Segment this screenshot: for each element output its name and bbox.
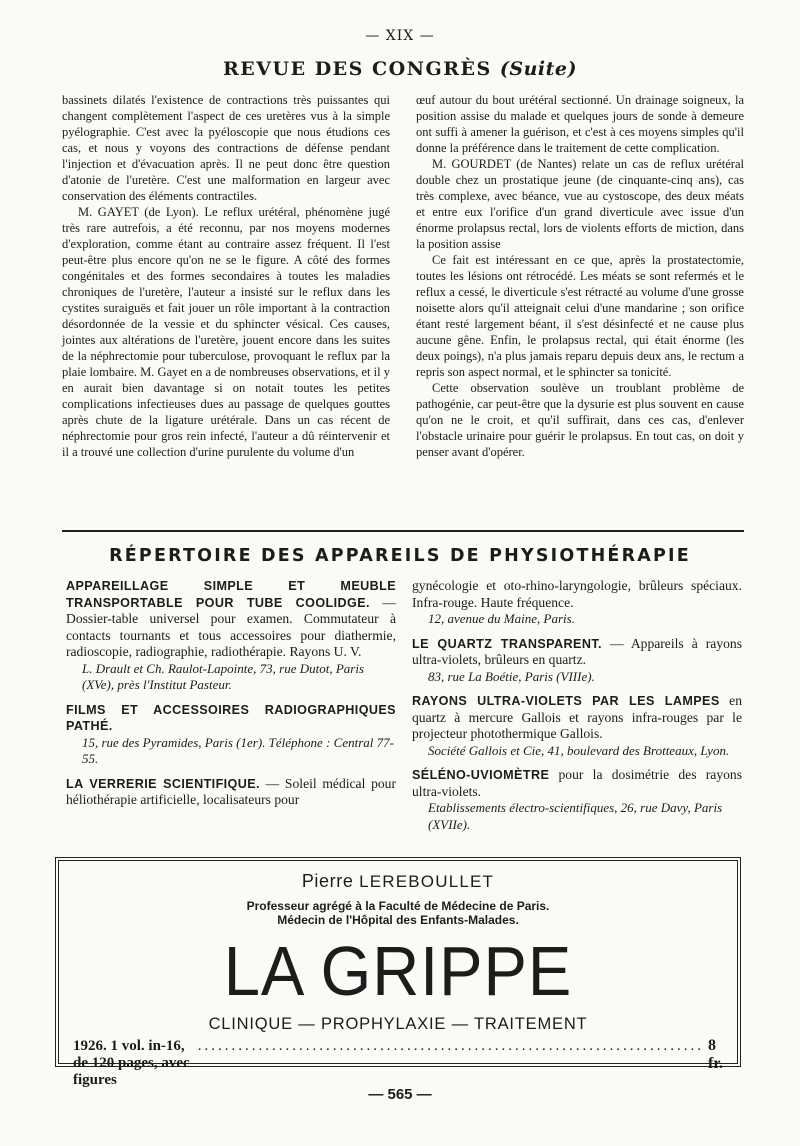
ad-credential: Professeur agrégé à la Faculté de Médecine de Paris.	[246, 899, 550, 913]
entry-address: L. Drault et Ch. Raulot-Lapointe, 73, rue Dutot, Paris (XVe), près l'Institut Pasteur.	[82, 660, 365, 692]
revue-left-column	[62, 92, 390, 520]
ad-author-last: LEREBOULLET	[359, 872, 495, 891]
entry-text: — Soleil médical pour héliothérapie artificielle, localisateurs pour	[66, 775, 396, 807]
section-divider	[62, 530, 744, 532]
revue-title-suffix: (Suite)	[499, 58, 577, 80]
entry-text: en quartz à mercure Gallois et rayons infra-rouges par le projecteur photothermique Gallois.	[412, 693, 742, 741]
revue-paragraph: Ce fait est intéressant en ce que, après la prostatectomie, toutes les lésions ont rétrocédé. Les méats se sont refermés et le reflux a cessé, le diverticule s'est rétracté au volume d'une grosse noisette alors qu'il atteignait celui d'une mandarine ; son orifice étant resté largement béant, il s'est désinfecté et ne cause plus aucune gêne. Enfin, le prolapsus rectal, qui était énorme (les deux poings), n'a plus jamais reparu depuis deux ans, le rectum a repris son aspect normal, et le sphincter sa tonicité.	[416, 253, 744, 379]
repertoire-entry	[412, 693, 742, 759]
repertoire-entry	[66, 702, 396, 768]
entry-address: Etablissements électro-scientifiques, 26, rue Davy, Paris (XVIIe).	[428, 800, 723, 832]
revue-columns	[62, 92, 744, 520]
revue-paragraph: Cette observation soulève un troublant problème de pathogénie, car peut-être que la dysurie est plus souvent en cause qu'on ne le croit, et qu'il suffirait, dans ces cas, d'enlever l'obstacle urinaire pour guérir le prolapsus. En tout cas, on doit y penser avant d'opérer.	[416, 381, 744, 459]
ad-credential: Médecin de l'Hôpital des Enfants-Malades.	[277, 913, 519, 927]
entry-address: Société Gallois et Cie, 41, boulevard des Brotteaux, Lyon.	[428, 742, 730, 758]
entry-text: pour la dosimétrie des rayons ultra-violets.	[412, 767, 742, 799]
repertoire-entry	[412, 636, 742, 686]
repertoire-entry	[412, 578, 742, 628]
repertoire-title: RÉPERTOIRE DES APPAREILS DE PHYSIOTHÉRAPIE	[109, 546, 691, 566]
page-number-bottom: — 565 —	[368, 1086, 432, 1103]
entry-address: 12, avenue du Maine, Paris.	[428, 611, 575, 626]
entry-heading: RAYONS ULTRA-VIOLETS PAR LES LAMPES	[412, 694, 720, 708]
revue-title-text: REVUE DES CONGRÈS	[223, 58, 492, 80]
repertoire-entry	[66, 578, 396, 694]
entry-heading: FILMS ET ACCESSOIRES RADIOGRAPHIQUES PATHÉ.	[66, 702, 396, 733]
ad-publication-line	[73, 1037, 723, 1089]
ad-leader-dots: ...........................................................................	[197, 1038, 705, 1054]
entry-heading: APPAREILLAGE SIMPLE ET MEUBLE TRANSPORTABLE POUR TUBE COOLIDGE.	[66, 579, 396, 610]
entry-text: gynécologie et oto-rhino-laryngologie, brûleurs spéciaux. Infra-rouge. Haute fréquence.	[412, 578, 742, 610]
ad-author-first: Pierre	[301, 871, 354, 891]
repertoire-entry	[66, 776, 396, 809]
repertoire-right-column	[412, 578, 742, 850]
revue-paragraph: M. GOURDET (de Nantes) relate un cas de reflux urétéral double chez un prostatique jeune (de cinquante-cinq ans), cas très complexe, avec béance, vue au cystoscope, des deux méats et entre eux l'orifice d'un grand diverticule avec issue d'un énorme prolapsus rectal, lors de violents efforts de miction, dans la position assise	[416, 157, 744, 251]
entry-heading: SÉLÉNO-UVIOMÈTRE	[412, 768, 550, 782]
entry-text: — Dossier-table universel pour examen. Commutateur à contacts tournants et tous accessoires pour diathermie, radioscopie, radiographie, radiothérapie. Rayons U. V.	[66, 594, 396, 659]
repertoire-columns	[66, 578, 742, 850]
revue-section-title	[0, 58, 800, 80]
ad-price: 8 fr.	[708, 1037, 723, 1072]
page-number-top: — XIX —	[365, 28, 435, 44]
ad-author	[59, 871, 737, 892]
entry-text: — Appareils à rayons ultra-violets, brûleurs en quartz.	[412, 635, 742, 667]
entry-heading: LE QUARTZ TRANSPARENT.	[412, 636, 602, 651]
repertoire-left-column	[66, 578, 396, 850]
revue-paragraph: œuf autour du bout urétéral sectionné. Un drainage soigneux, la position assise du malade et quelques jours de sonde à demeure ont suffi à amener la guérison, et c'est à ces moyens simples qu'il donne la préférence dans le traitement de cette complication.	[416, 93, 744, 155]
entry-heading: LA VERRERIE SCIENTIFIQUE.	[66, 776, 260, 791]
entry-address: 15, rue des Pyramides, Paris (1er). Téléphone : Central 77-55.	[82, 734, 394, 766]
ad-book-title: LA GRIPPE	[223, 932, 573, 1010]
ad-publication: 1926. 1 vol. in-16, de 120 pages, avec figures	[73, 1038, 190, 1088]
repertoire-entry	[412, 767, 742, 833]
revue-paragraph: bassinets dilatés l'existence de contractions très puissantes qui changent complètement l'aspect de ces uretères vus à la simple pyélographie. C'est avec la pyéloscopie que nous étudions ces cas, et nous y voyons des contractions de défense pendant l'injection et d'évacuation après. Il ne peut donc être question d'atonie de l'uretère. C'est une malformation en largeur avec conservation des éléments contractiles.	[62, 93, 390, 203]
ad-subtitle: CLINIQUE — PROPHYLAXIE — TRAITEMENT	[208, 1015, 588, 1033]
entry-address: 83, rue La Boétie, Paris (VIIIe).	[428, 668, 595, 684]
revue-paragraph: M. GAYET (de Lyon). Le reflux urétéral, phénomène jugé très rare autrefois, a été reconnu, par nos moyens modernes d'exploration, comme étant au contraire assez fréquent. Il l'est peut-être plus encore qu'on ne se le figure. A côté des formes congénitales et des formes secondaires à toutes les maladies chroniques de l'uretère, l'auteur a insisté sur le reflux dans les cystites suraiguës et fait jouer un rôle important à la contraction désordonnée de la vessie et du sphincter vésical. Ces causes, jointes aux altérations de l'uretère, jouent encore dans les suites de la néphrectomie pour tuberculose, provoquant le reflux par la plaie lombaire. M. Gayet en a de nombreuses observations, et il y en aurait bien davantage si on notait toutes les petites complications infectieuses dues au passage de quelques gouttes après chute de la ligature urétérale. Dans un cas récent de néphrectomie pour gros rein infecté, l'auteur a dû réintervenir et il a trouvé une collection d'urine purulente du volume d'un	[62, 205, 390, 459]
revue-right-column	[416, 92, 744, 520]
advertisement-box	[58, 860, 738, 1088]
